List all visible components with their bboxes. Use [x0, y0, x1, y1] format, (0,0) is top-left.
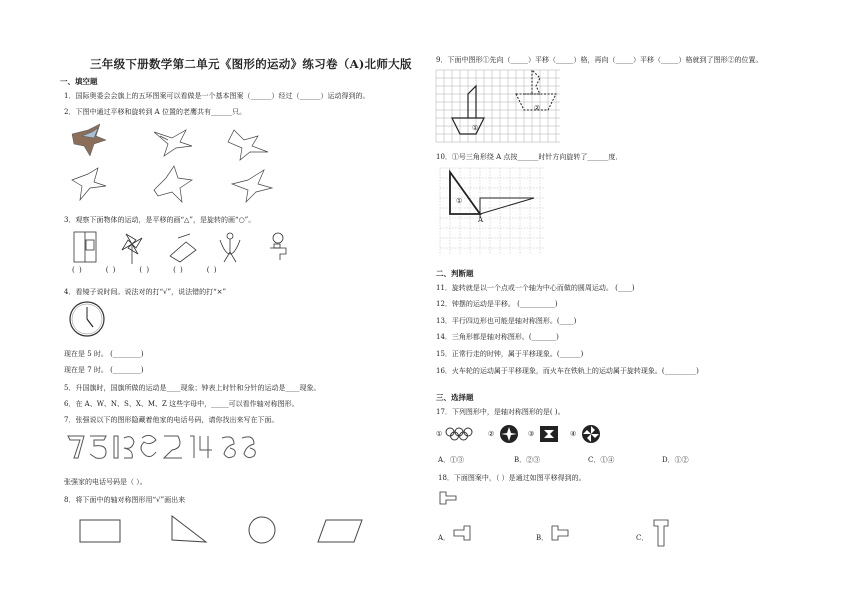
question-17-option-a[interactable]: A．①③ [438, 456, 465, 464]
question-18: 18．下面图案中，（ ）是通过如图平移得到的。 [438, 474, 586, 482]
figure-shape [164, 436, 182, 458]
question-4b: 现在是 7 时。 (________) [64, 366, 144, 374]
trapezoid-shape [318, 520, 362, 542]
option-2-number: ② [488, 430, 495, 438]
eagle-icon [72, 168, 106, 200]
rotated-triangle-shape [480, 198, 534, 214]
figure-1-label: ① [472, 124, 479, 132]
triangle-1-label: ① [456, 197, 463, 205]
eagle-images [68, 122, 288, 210]
option-4-number: ④ [570, 430, 577, 438]
answer-blank[interactable]: ( ) [139, 266, 150, 274]
question-18-reference-shape [438, 490, 458, 506]
question-14: 14．三角形都是轴对称图形。(_______) [436, 333, 559, 341]
question-17-option-d[interactable]: D．①② [662, 456, 689, 464]
question-9-grid [436, 70, 560, 142]
figure-shape [222, 437, 235, 458]
pinwheel-icon [122, 234, 142, 264]
elevator-icon [74, 232, 96, 262]
question-18-option-a[interactable]: A． [438, 534, 451, 542]
question-6: 6．在 A、W、N、S、X、M、Z 这些字母中，_____可以看作轴对称图形。 [64, 400, 299, 408]
eagle-icon [154, 166, 192, 202]
answer-blank[interactable]: ( ) [105, 266, 116, 274]
question-3: 3．观察下面物体的运动，是平移的画“△”，是旋转的画“○”。 [64, 216, 256, 224]
answer-blank[interactable]: ( ) [206, 266, 217, 274]
option-3-number: ③ [528, 430, 535, 438]
question-8-shapes [78, 514, 368, 548]
eagle-icon [154, 130, 192, 156]
question-5: 5．升国旗时，国旗所做的运动是____现象；钟表上时针和分针的运动是____现象。 [64, 384, 321, 392]
circle-shape [249, 517, 275, 543]
eagle-icon [232, 170, 272, 202]
section-judge: 二、判断题 [436, 269, 474, 278]
logo-2-icon [498, 424, 520, 444]
question-7: 7．张强说以下的图形隐藏着他家的电话号码，请你找出来写在下面。 [64, 416, 279, 424]
question-18-option-c[interactable]: C． [636, 534, 649, 542]
option-b-shape [550, 524, 574, 542]
right-column [436, 0, 816, 608]
option-1-number: ① [436, 430, 443, 438]
hidden-phone-number-figures [66, 432, 266, 462]
question-12: 12．钟摆的运动是平移。 (__________) [436, 300, 558, 308]
question-8: 8．将下面中的轴对称图形用“√”画出来 [64, 496, 186, 504]
motion-objects [70, 230, 310, 266]
mirror-clock-icon [68, 300, 106, 338]
question-10: 10．①号三角形绕 A 点按______时针方向旋转了______度． [436, 153, 623, 161]
question-7-answer: 张强家的电话号码是（ ）。 [64, 478, 147, 486]
triangle-shape [172, 516, 206, 542]
question-11: 11．旋转就是以一个点或一个轴为中心而做的圆周运动。 (____) [436, 284, 635, 292]
figure-shape [242, 437, 255, 458]
figure-shape [68, 436, 84, 458]
section-fill-in: 一、填空题 [60, 77, 98, 86]
question-1: 1．国际奥委会会旗上的五环图案可以看做是一个基本图案（______）经过（______）运动得到的。 [64, 92, 370, 100]
question-13: 13．平行四边形也可能是轴对称图形。(____) [436, 317, 577, 325]
point-a-label: A [478, 216, 484, 224]
olympic-rings-icon [444, 427, 480, 441]
question-2: 2．下图中通过平移和旋转到 A 位置的老鹰共有______只。 [64, 108, 246, 116]
option-a-shape [452, 524, 476, 542]
rectangle-shape [80, 520, 120, 542]
question-16: 16．火车轮的运动属于平移现象，而火车在铁轨上的运动属于旋转现象。(_________) [436, 367, 699, 375]
question-17: 17．下列图形中，是轴对称图形的是( )。 [436, 408, 565, 416]
question-4a: 现在是 5 时。 (________) [64, 350, 144, 358]
question-18-option-b[interactable]: B． [536, 534, 549, 542]
question-10-grid [440, 168, 544, 254]
jump-rope-icon [220, 233, 240, 262]
question-17-option-c[interactable]: C．①④ [588, 456, 615, 464]
logo-4-icon [580, 424, 602, 444]
figure-shape [190, 436, 212, 458]
question-3-answer-blanks [72, 266, 216, 275]
question-4: 4．看镜子说时间。说法对的打“√”，说法错的打“×” [64, 288, 227, 296]
page-title: 三年级下册数学第二单元《图形的运动》练习卷（A)北师大版 [90, 57, 412, 71]
figure-shape [114, 436, 134, 458]
eagle-icon [228, 130, 268, 160]
triangle-1-shape [450, 172, 480, 214]
option-c-shape [652, 518, 672, 550]
figure-2-label: ② [534, 104, 541, 112]
answer-blank[interactable]: ( ) [173, 266, 183, 274]
logo-3-icon [538, 424, 560, 444]
figure-shape [141, 435, 156, 456]
question-15: 15．正常行走的时钟，属于平移现象。(______) [436, 350, 584, 358]
sharpener-icon [170, 234, 196, 262]
question-9: 9．下面中图形①先向（_____）平移（_____）格，再向（_____）平移（_____）格就到了图形②的位置。 [436, 56, 763, 64]
answer-blank[interactable]: ( ) [72, 266, 82, 274]
section-choice: 三、选择题 [436, 393, 474, 402]
eagle-icon [72, 124, 106, 156]
left-column [60, 0, 420, 608]
figure-shape [90, 436, 106, 458]
faucet-icon [270, 233, 286, 260]
question-17-option-b[interactable]: B．②③ [514, 456, 541, 464]
